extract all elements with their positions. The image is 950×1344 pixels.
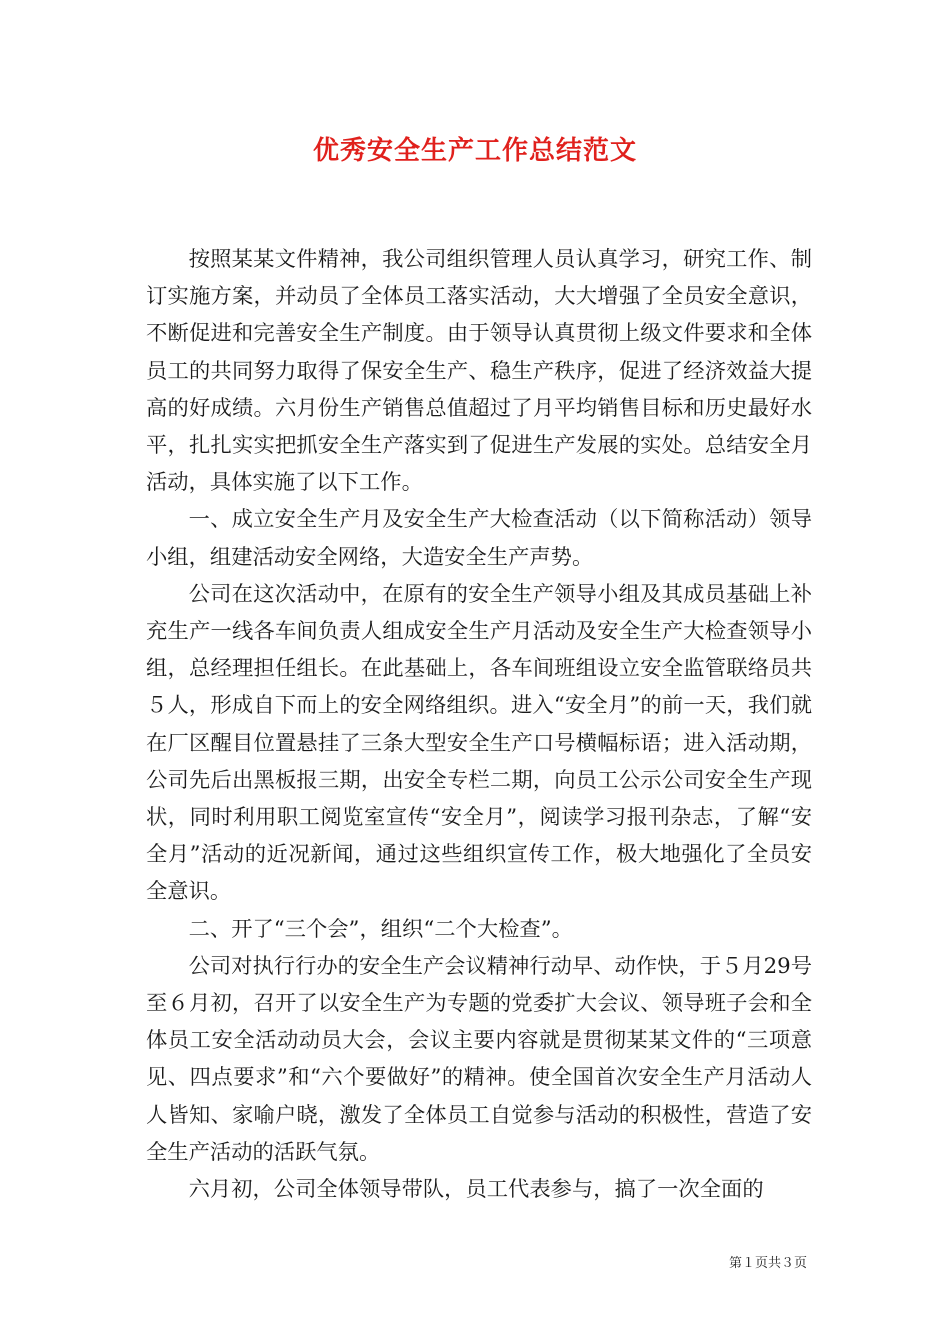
paragraph-section-two-heading: 二、开了“三个会”，组织“二个大检查”。 [188,916,573,942]
paragraph-section-two-body: 公司对执行行办的安全生产会议精神行动早、动作快，于５月29号至６月初，召开了以安全生产为专题的党委扩大会议、领导班子会和全体员工安全活动动员大会，会议主要内容就是贯彻某某文件的“三项意见、四点要求”和“六个要做好”的精神。使全国首次安全生产月活动人人皆知、家喻户晓，激发了全体员工自觉参与活动的积极性，营造了安全生产活动的活跃气氛。 [146,953,813,1165]
paragraph-intro: 按照某某文件精神，我公司组织管理人员认真学习，研究工作、制订实施方案，并动员了全体员工落实活动，大大增强了全员安全意识，不断促进和完善安全生产制度。由于领导认真贯彻上级文件要求和全体员工的共同努力取得了保安全生产、稳生产秩序，促进了经济效益大提高的好成绩。六月份生产销售总值超过了月平均销售目标和历史最好水平，扎扎实实把抓安全生产落实到了促进生产发展的实处。总结安全月活动，具体实施了以下工作。 [146,247,812,496]
document-title: 优秀安全生产工作总结范文 [312,136,637,166]
document-body [146,241,812,1208]
paragraph-section-one-body: 公司在这次活动中，在原有的安全生产领导小组及其成员基础上补充生产一线各车间负责人组成安全生产月活动及安全生产大检查领导小组，总经理担任组长。在此基础上，各车间班组设立安全监管联络员共５人，形成自下而上的安全网络组织。进入“安全月”的前一天，我们就在厂区醒目位置悬挂了三条大型安全生产口号横幅标语；进入活动期，公司先后出黑板报三期，出安全专栏二期，向员工公示公司安全生产现状，同时利用职工阅览室宣传“安全月”，阅读学习报刊杂志，了解“安全月”活动的近况新闻，通过这些组织宣传工作，极大地强化了全员安全意识。 [146,581,812,905]
paragraph-continued: 六月初，公司全体领导带队，员工代表参与，搞了一次全面的 [188,1177,764,1203]
page-number-footer: 第１页共３页 [728,1256,807,1271]
paragraph-section-one-heading: 一、成立安全生产月及安全生产大检查活动（以下简称活动）领导小组，组建活动安全网络，大造安全生产声势。 [146,507,812,570]
